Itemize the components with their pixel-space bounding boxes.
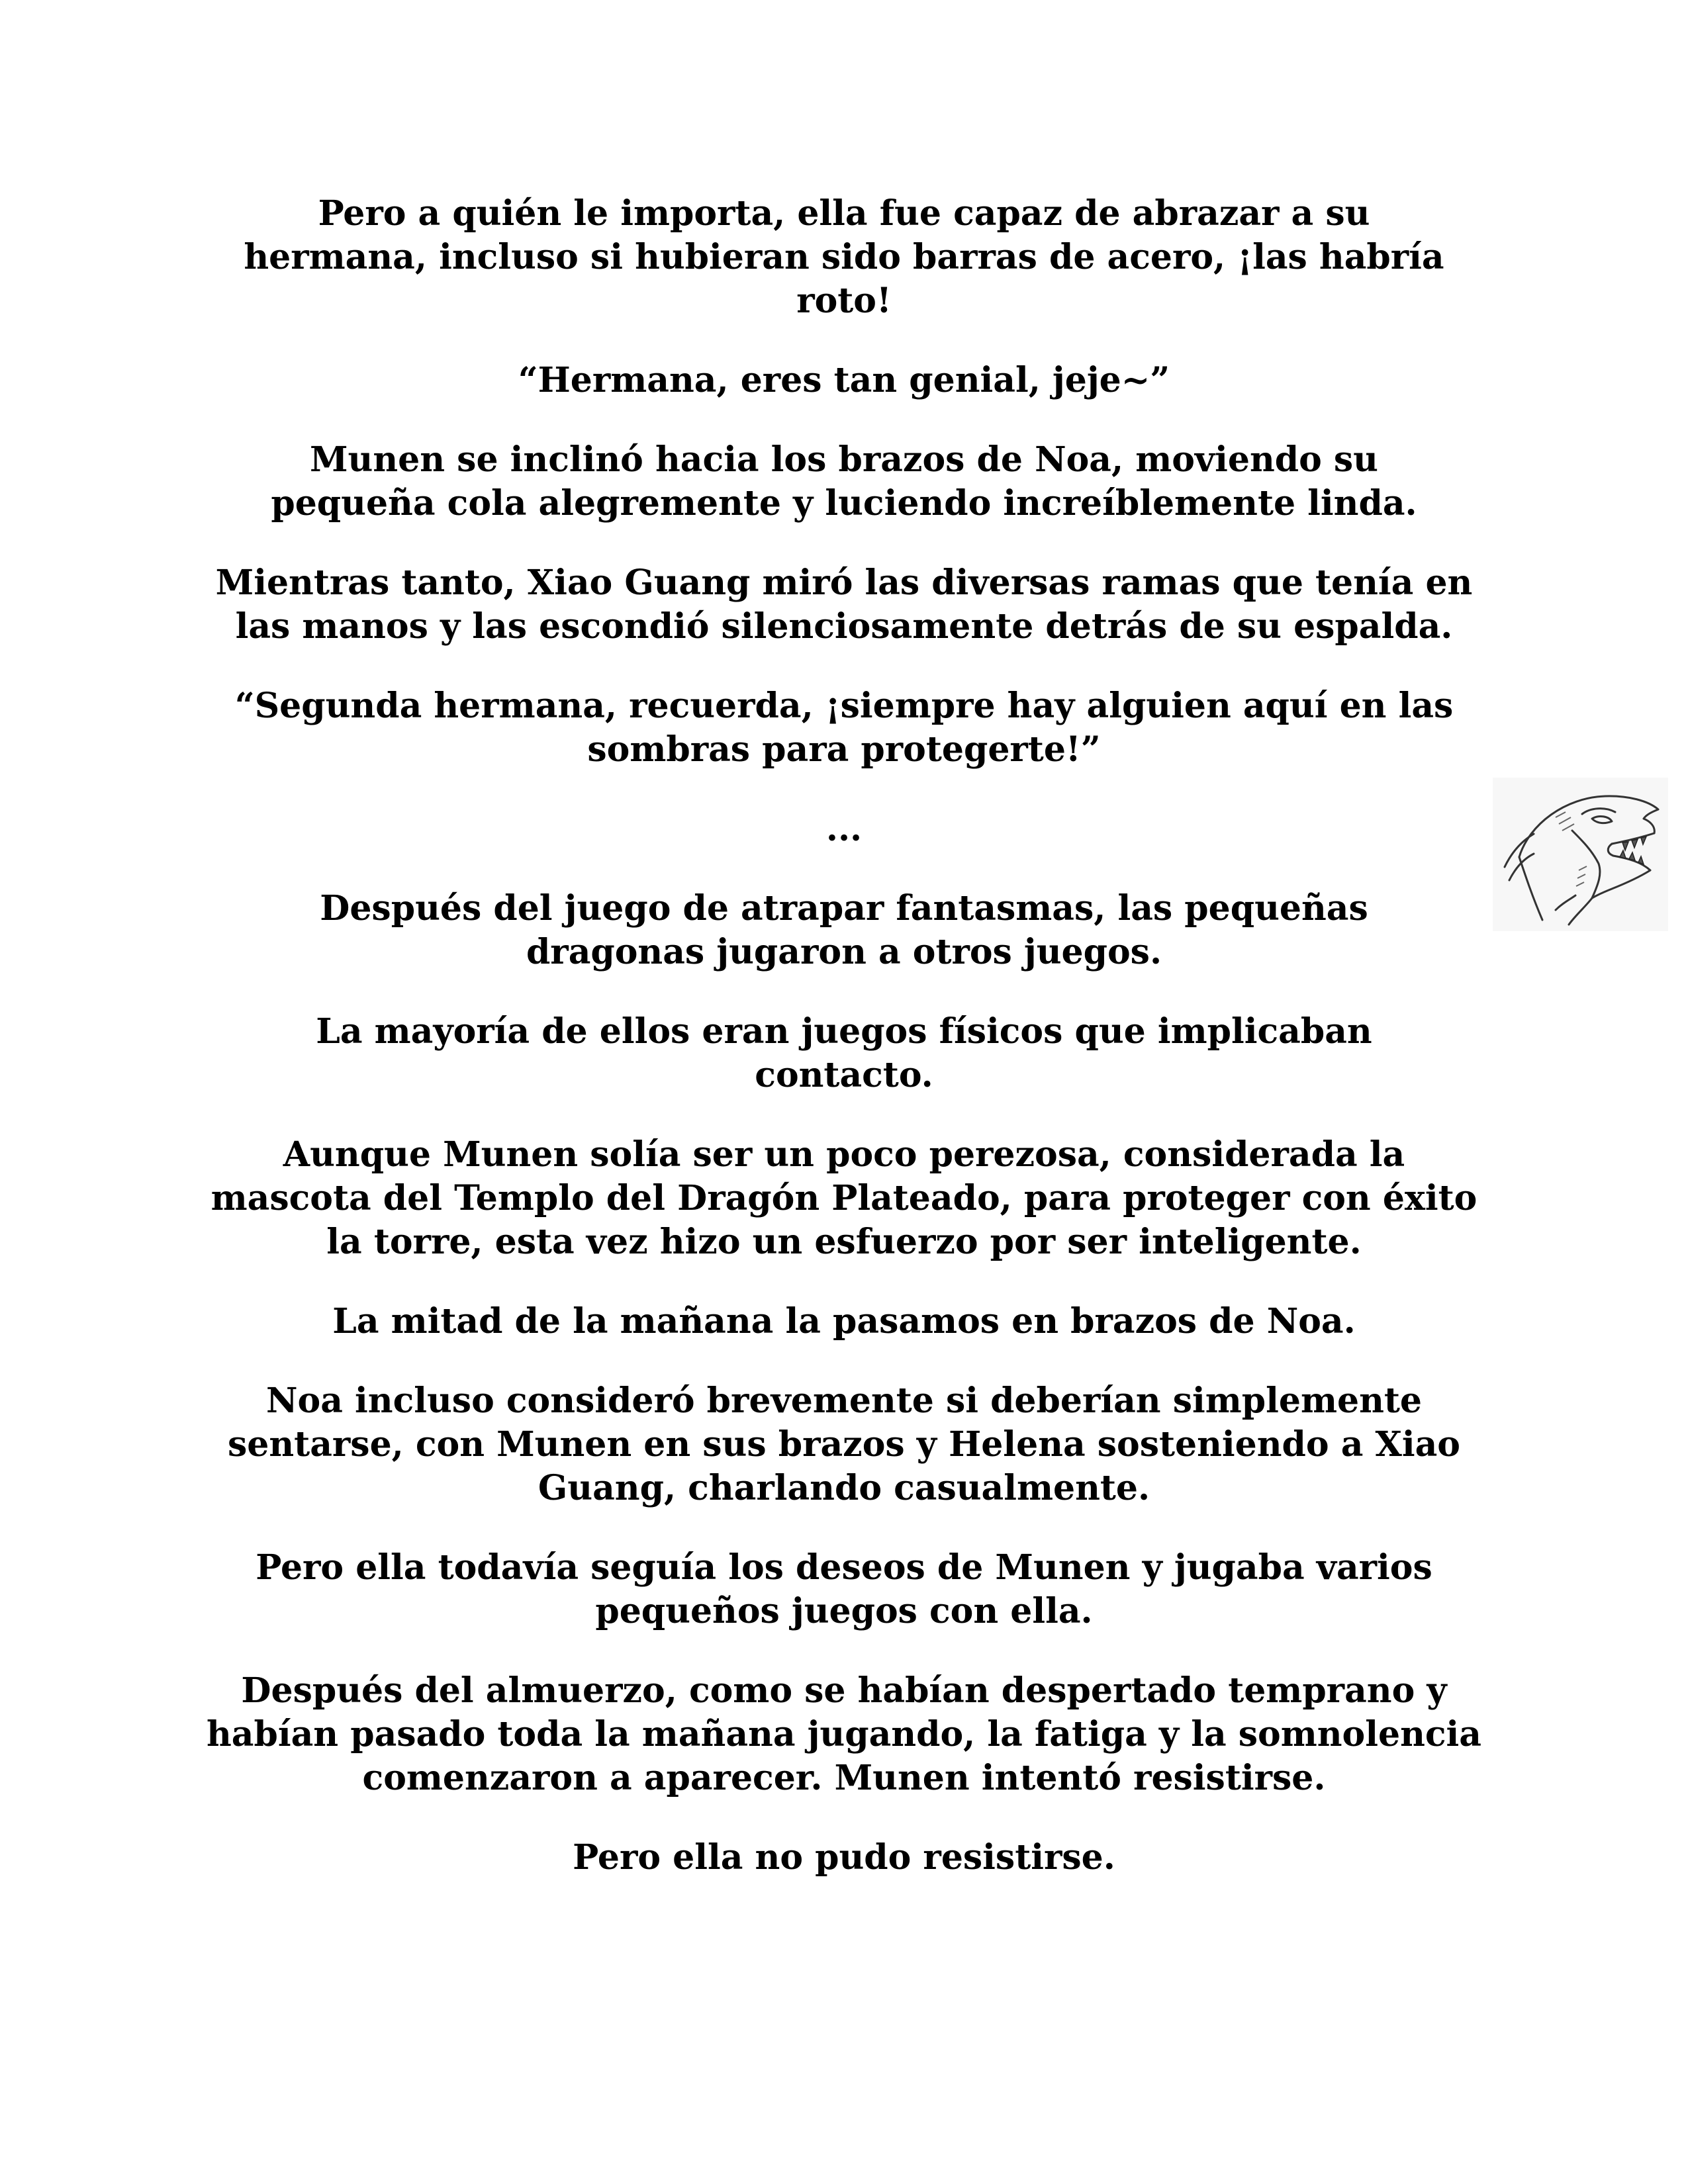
paragraph-5: “Segunda hermana, recuerda, ¡siempre hay alguien aquí en las sombras para protegerte!” [234, 686, 1454, 770]
dinosaur-head-sketch-icon [1493, 778, 1668, 931]
paragraph-11: Pero ella todavía seguía los deseos de Munen y jugaba varios pequeños juegos con ella. [256, 1547, 1432, 1631]
paragraph-8: Aunque Munen solía ser un poco perezosa, considerada la mascota del Templo del Dragón Plateado, para proteger con éxito la torre, esta vez hizo un esfuerzo por ser inteligente. [211, 1134, 1477, 1262]
paragraph-10: Noa incluso consideró brevemente si deberían simplemente sentarse, con Munen en sus brazos y Helena sosteniendo a Xiao Guang, charlando casualmente. [228, 1381, 1460, 1508]
scene-break: ... [825, 809, 863, 849]
paragraph-6: Después del juego de atrapar fantasmas, las pequeñas dragonas jugaron a otros juegos. [320, 888, 1368, 972]
document-body [199, 192, 1489, 1915]
paragraph-7: La mayoría de ellos eran juegos físicos que implicaban contacto. [316, 1011, 1372, 1095]
paragraph-12: Después del almuerzo, como se habían despertado temprano y habían pasado toda la mañana jugando, la fatiga y la somnolencia comenzaron a aparecer. Munen intentó resistirse. [207, 1670, 1481, 1798]
paragraph-1: Pero a quién le importa, ella fue capaz de abrazar a su hermana, incluso si hubieran sido barras de acero, ¡las habría roto! [244, 193, 1444, 321]
paragraph-3: Munen se inclinó hacia los brazos de Noa, moviendo su pequeña cola alegremente y luciendo increíblemente linda. [271, 439, 1417, 523]
paragraph-4: Mientras tanto, Xiao Guang miró las diversas ramas que tenía en las manos y las escondió silenciosamente detrás de su espalda. [215, 563, 1473, 647]
paragraph-9: La mitad de la mañana la pasamos en brazos de Noa. [332, 1301, 1356, 1342]
paragraph-13: Pero ella no pudo resistirse. [573, 1837, 1115, 1878]
paragraph-2: “Hermana, eres tan genial, jeje~” [518, 360, 1170, 400]
